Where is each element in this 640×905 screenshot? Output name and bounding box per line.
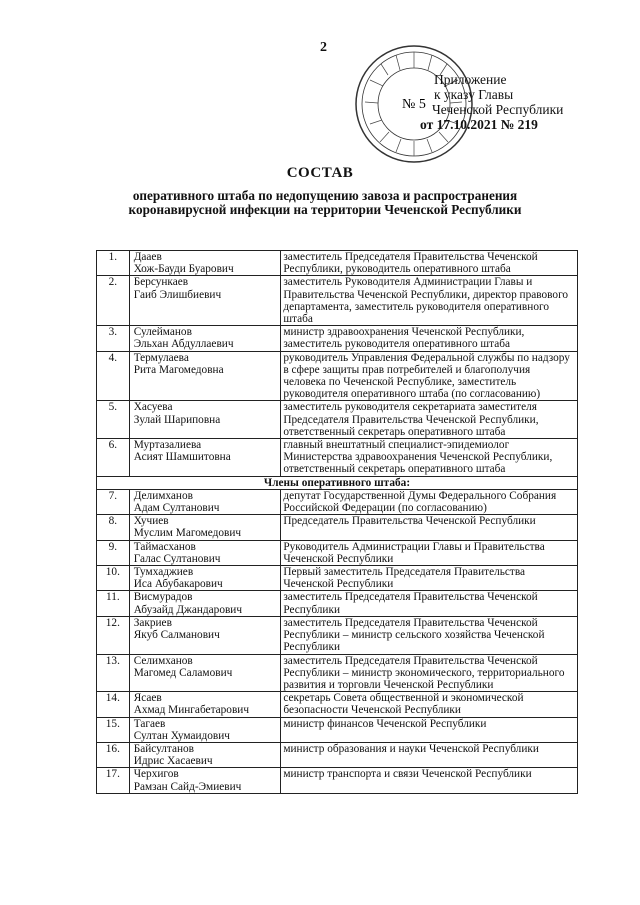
person-name	[129, 742, 281, 767]
person-name	[129, 489, 281, 514]
position-description: руководитель Управления Федеральной службы по надзору в сфере защиты прав потребителей и благополучия человека по Чеченской Республике, заместитель руководителя оперативного штаба (по согласованию)	[281, 351, 578, 401]
surname: Тагаев	[133, 717, 166, 730]
row-number: 15.	[97, 717, 130, 742]
appendix-decree-ref: к указу Главы	[434, 87, 514, 102]
table-row	[97, 616, 578, 654]
table-row	[97, 717, 578, 742]
given-names: Рита Магомедовна	[133, 363, 224, 376]
table-row	[97, 768, 578, 793]
given-names: Рамзан Сайд-Эмиевич	[133, 780, 242, 793]
section-header-row	[97, 476, 578, 489]
table-row	[97, 326, 578, 351]
person-name	[129, 692, 281, 717]
row-number: 9.	[97, 540, 130, 565]
surname: Дааев	[133, 251, 162, 263]
position-description: министр здравоохранения Чеченской Республики, заместитель руководителя оперативного штаба	[281, 326, 578, 351]
given-names: Эльхан Абдуллаевич	[133, 338, 234, 351]
table-row	[97, 489, 578, 514]
table-row	[97, 401, 578, 439]
person-name	[129, 540, 281, 565]
position-description: министр образования и науки Чеченской Республики	[281, 742, 578, 767]
row-number: 16.	[97, 742, 130, 767]
person-name	[129, 326, 281, 351]
members-body	[97, 489, 578, 793]
document-subtitle	[95, 189, 555, 217]
person-name	[129, 654, 281, 692]
surname: Термулаева	[133, 351, 189, 364]
given-names: Галас Султанович	[133, 552, 221, 565]
row-number: 6.	[97, 439, 130, 477]
position-description: Первый заместитель Председателя Правительства Чеченской Республики	[281, 566, 578, 591]
row-number: 4.	[97, 351, 130, 401]
table-row	[97, 540, 578, 565]
person-name	[129, 439, 281, 477]
position-description: заместитель руководителя секретариата заместителя Председателя Правительства Чеченской Республики, ответственный секретарь оперативного штаба	[281, 401, 578, 439]
appendix-republic: Чеченской Республики	[432, 102, 564, 117]
table-row	[97, 251, 578, 276]
surname: Закриев	[133, 616, 172, 629]
given-names: Асият Шамшитовна	[133, 451, 231, 464]
given-names: Адам Султанович	[133, 502, 220, 515]
surname: Висмурадов	[133, 591, 193, 604]
given-names: Иса Абубакарович	[133, 578, 223, 591]
given-names: Султан Хумаидович	[133, 729, 230, 742]
given-names: Гаиб Элишбиевич	[133, 288, 222, 301]
row-number: 11.	[97, 591, 130, 616]
table-row	[97, 351, 578, 401]
position-description: заместитель Председателя Правительства Чеченской Республики	[281, 591, 578, 616]
surname: Хучиев	[133, 515, 169, 528]
person-name	[129, 717, 281, 742]
given-names: Ахмад Мингабетарович	[133, 704, 250, 717]
given-names: Муслим Магомедович	[133, 527, 242, 540]
row-number: 1.	[97, 251, 130, 276]
surname: Байсултанов	[133, 742, 195, 755]
surname: Делимханов	[133, 489, 193, 502]
table-row	[97, 276, 578, 326]
position-description: Руководитель Администрации Главы и Правительства Чеченской Республики	[281, 540, 578, 565]
position-description: заместитель Председателя Правительства Чеченской Республики – министр экономического, территориального развития и торговли Чеченской Республики	[281, 654, 578, 692]
person-name	[129, 351, 281, 401]
person-name	[129, 515, 281, 540]
row-number: 12.	[97, 616, 130, 654]
position-description: заместитель Руководителя Администрации Главы и Правительства Чеченской Республики, директор правового департамента, заместитель руководителя оперативного штаба	[281, 276, 578, 326]
surname: Черхигов	[133, 768, 179, 781]
row-number: 5.	[97, 401, 130, 439]
table-row	[97, 654, 578, 692]
composition-table	[96, 250, 578, 794]
surname: Сулейманов	[133, 326, 192, 339]
surname: Берсункаев	[133, 276, 189, 289]
table-row	[97, 515, 578, 540]
given-names: Якуб Салманович	[133, 629, 220, 642]
row-number: 7.	[97, 489, 130, 514]
table-row	[97, 566, 578, 591]
position-description: министр финансов Чеченской Республики	[281, 717, 578, 742]
row-number: 13.	[97, 654, 130, 692]
row-number: 8.	[97, 515, 130, 540]
given-names: Магомед Саламович	[133, 666, 233, 679]
row-number: 2.	[97, 276, 130, 326]
subtitle-line-2: коронавирусной инфекции на территории Чеченской Республики	[128, 202, 522, 217]
position-description: заместитель Председателя Правительства Чеченской Республики, руководитель оперативного штаба	[281, 251, 578, 276]
surname: Хасуева	[133, 401, 173, 414]
given-names: Абузайд Джандарович	[133, 603, 243, 616]
person-name	[129, 401, 281, 439]
table-row	[97, 742, 578, 767]
table-row	[97, 692, 578, 717]
row-number: 17.	[97, 768, 130, 793]
position-description: министр транспорта и связи Чеченской Республики	[281, 768, 578, 793]
given-names: Идрис Хасаевич	[133, 755, 213, 768]
subtitle-line-1: оперативного штаба по недопущению завоза и распространения	[132, 188, 518, 203]
stamp-number: № 5	[402, 97, 426, 112]
leaders-body	[97, 251, 578, 477]
appendix-block	[420, 72, 563, 132]
given-names: Хож-Бауди Буарович	[133, 263, 234, 276]
members-section-header: Члены оперативного штаба:	[97, 476, 578, 489]
person-name	[129, 768, 281, 793]
section-header-body	[97, 476, 578, 489]
person-name	[129, 251, 281, 276]
surname: Тумхаджиев	[133, 566, 194, 579]
page-number: 2	[320, 40, 327, 55]
position-description: заместитель Председателя Правительства Чеченской Республики – министр сельского хозяйства Чеченской Республики	[281, 616, 578, 654]
row-number: 10.	[97, 566, 130, 591]
table-row	[97, 591, 578, 616]
position-description: депутат Государственной Думы Федерального Собрания Российской Федерации (по согласованию)	[281, 489, 578, 514]
row-number: 3.	[97, 326, 130, 351]
person-name	[129, 616, 281, 654]
given-names: Зулай Шариповна	[133, 413, 221, 426]
person-name	[129, 276, 281, 326]
appendix-label: Приложение	[434, 72, 507, 87]
surname: Таймасханов	[133, 540, 196, 553]
surname: Ясаев	[133, 692, 162, 705]
appendix-date-number: от 17.10.2021 № 219	[420, 117, 538, 132]
person-name	[129, 591, 281, 616]
position-description: секретарь Совета общественной и экономической безопасности Чеченской Республики	[281, 692, 578, 717]
table-row	[97, 439, 578, 477]
person-name	[129, 566, 281, 591]
position-description: Председатель Правительства Чеченской Республики	[281, 515, 578, 540]
surname: Муртазалиева	[133, 439, 202, 452]
document-title: СОСТАВ	[286, 165, 354, 181]
surname: Селимханов	[133, 654, 193, 667]
position-description: главный внештатный специалист-эпидемиолог Министерства здравоохранения Чеченской Республики, ответственный секретарь оперативного штаба	[281, 439, 578, 477]
row-number: 14.	[97, 692, 130, 717]
